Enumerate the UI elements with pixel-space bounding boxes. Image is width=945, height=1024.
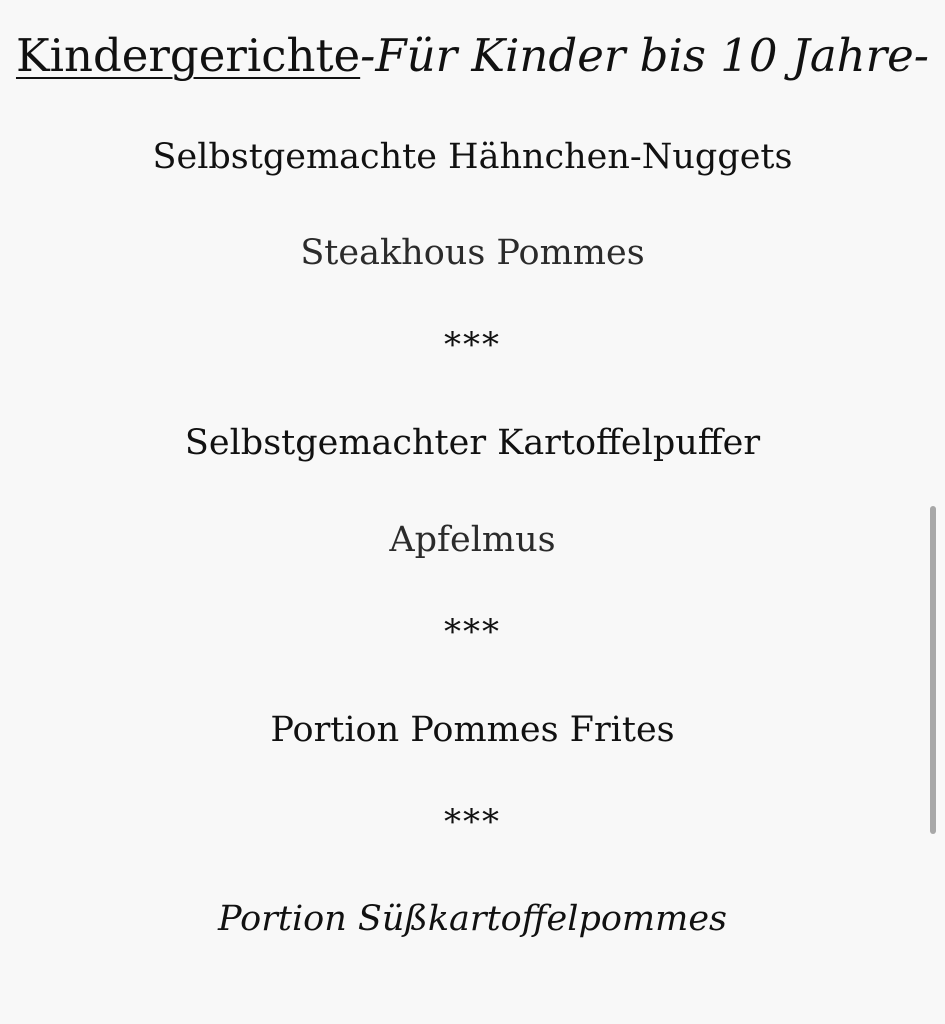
title-main: Kindergerichte — [15, 29, 361, 82]
menu-item-french-fries: Portion Pommes Frites — [270, 710, 675, 750]
separator-2: *** — [444, 612, 501, 652]
menu-item-chicken-nuggets: Selbstgemachte Hähnchen-Nuggets — [152, 137, 793, 177]
page-title — [0, 26, 945, 86]
scrollbar-thumb[interactable] — [930, 506, 936, 834]
menu-item-sweet-potato-fries: Portion Süßkartoffelpommes — [217, 899, 727, 939]
separator-3: *** — [444, 802, 501, 842]
menu-side-steakhouse-fries: Steakhous Pommes — [300, 233, 645, 273]
menu-item-potato-pancake: Selbstgemachter Kartoffelpuffer — [184, 423, 761, 463]
menu-side-applesauce: Apfelmus — [389, 520, 556, 560]
separator-1: *** — [444, 325, 501, 365]
title-subtitle: -Für Kinder bis 10 Jahre- — [360, 29, 929, 82]
